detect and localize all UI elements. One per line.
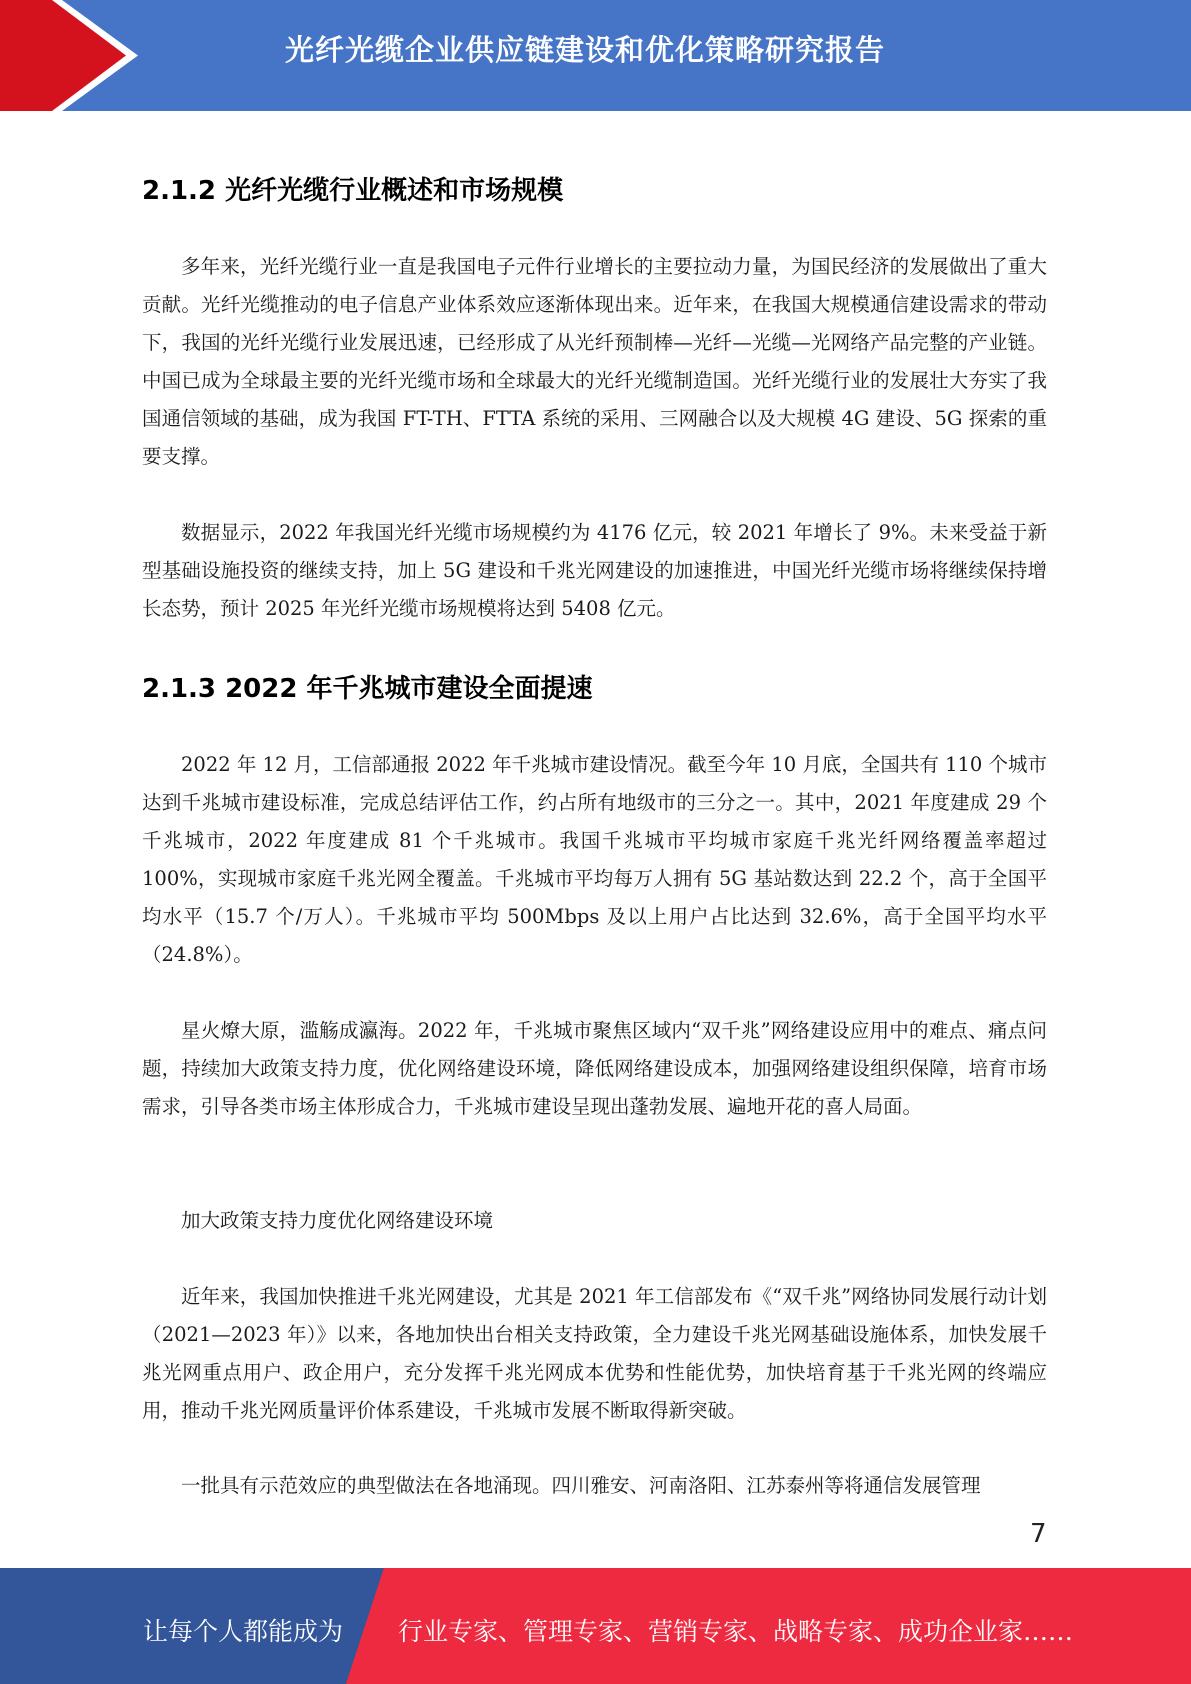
header-arrow-decoration	[0, 0, 160, 111]
paragraph-gigabit-cities-progress: 星火燎大原，滥觞成瀛海。2022 年，千兆城市聚焦区域内“双千兆”网络建设应用中的难点、痛点问题，持续加大政策支持力度，优化网络建设环境，降低网络建设成本，加强网络建设组织保障，培育市场需求，引导各类市场主体形成合力，千兆城市建设呈现出蓬勃发展、遍地开花的喜人局面。	[142, 1019, 1047, 1118]
paragraph-policy-details: 近年来，我国加快推进千兆光网建设，尤其是 2021 年工信部发布《“双千兆”网络协同发展行动计划（2021—2023 年）》以来，各地加快出台相关支持政策，全力建设千兆光网基础设施体系，加快发展千兆光网重点用户、政企用户，充分发挥千兆光网成本优势和性能优势，加快培育基于千兆光网的终端应用，推动千兆光网质量评价体系建设，千兆城市发展不断取得新突破。	[142, 1285, 1047, 1422]
paragraph-industry-overview: 多年来，光纤光缆行业一直是我国电子元件行业增长的主要拉动力量，为国民经济的发展做出了重大贡献。光纤光缆推动的电子信息产业体系效应逐渐体现出来。近年来，在我国大规模通信建设需求的带动下，我国的光纤光缆行业发展迅速，已经形成了从光纤预制棒—光纤—光缆—光网络产品完整的产业链。中国已成为全球最主要的光纤光缆市场和全球最大的光纤光缆制造国。光纤光缆行业的发展壮大夯实了我国通信领域的基础，成为我国 FT-TH、FTTA 系统的采用、三网融合以及大规模 4G 建设、5G 探索的重要支撑。	[142, 255, 1047, 468]
footer-banner	[0, 1568, 1191, 1684]
section-heading-2-1-2: 2.1.2 光纤光缆行业概述和市场规模	[142, 176, 564, 206]
header-banner	[0, 0, 1191, 111]
footer-slogan-right: 行业专家、管理专家、营销专家、战略专家、成功企业家……	[398, 1617, 1074, 1646]
report-title: 光纤光缆企业供应链建设和优化策略研究报告	[285, 33, 886, 67]
paragraph-subheading-policy: 加大政策支持力度优化网络建设环境	[181, 1209, 494, 1232]
page-number: 7	[1030, 1519, 1047, 1549]
section-heading-2-1-3: 2.1.3 2022 年千兆城市建设全面提速	[142, 674, 593, 704]
paragraph-gigabit-cities-report: 2022 年 12 月，工信部通报 2022 年千兆城市建设情况。截至今年 10 月底，全国共有 110 个城市达到千兆城市建设标准，完成总结评估工作，约占所有地级市的三分之一。其中，2021 年度建成 29 个千兆城市，2022 年度建成 81 个千兆城市。我国千兆城市平均城市家庭千兆光纤网络覆盖率超过 100%，实现城市家庭千兆光网全覆盖。千兆城市平均每万人拥有 5G 基站数达到 22.2 个，高于全国平均水平（15.7 个/万人）。千兆城市平均 500Mbps 及以上用户占比达到 32.6%，高于全国平均水平（24.8%）。	[142, 753, 1047, 966]
footer-slogan-left: 让每个人都能成为	[143, 1617, 344, 1646]
paragraph-typical-practices: 一批具有示范效应的典型做法在各地涌现。四川雅安、河南洛阳、江苏泰州等将通信发展管理	[181, 1474, 981, 1497]
paragraph-market-size: 数据显示，2022 年我国光纤光缆市场规模约为 4176 亿元，较 2021 年增长了 9%。未来受益于新型基础设施投资的继续支持，加上 5G 建设和千兆光网建设的加速推进，中国光纤光缆市场将继续保持增长态势，预计 2025 年光纤光缆市场规模将达到 5408 亿元。	[142, 521, 1047, 620]
